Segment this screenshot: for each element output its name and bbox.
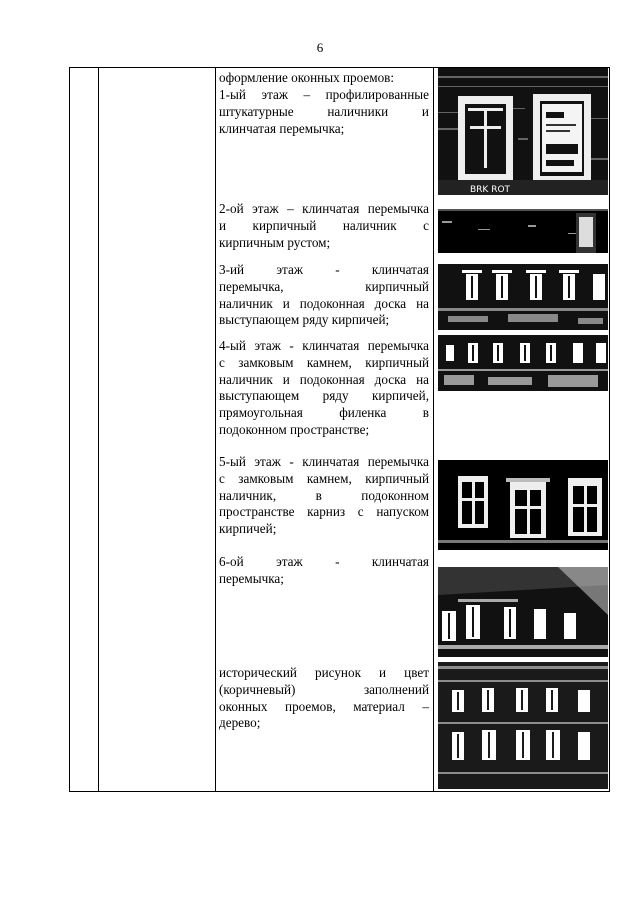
photo-floor6-windows <box>438 555 608 657</box>
text-line: подоконном пространстве; <box>219 421 370 437</box>
photo-facade-filling <box>438 662 608 789</box>
row-text-floor2 <box>219 201 429 251</box>
photo-floor1-windows <box>438 68 608 195</box>
row-text-floor5 <box>219 454 429 538</box>
photo-floor5-windows <box>438 452 608 550</box>
text-line: прямоугольная филенка в <box>219 405 429 421</box>
table-bottom-border <box>69 791 610 792</box>
photo-floor2-windows <box>438 199 608 253</box>
page-number: 6 <box>316 40 324 55</box>
table-col-border-4 <box>433 67 434 792</box>
photo-floor3-windows <box>438 258 608 330</box>
text-line: с замковым камнем, кирпичный <box>219 470 429 486</box>
row-text-floor6 <box>219 554 429 588</box>
text-line: 4-ый этаж - клинчатая перемычка <box>219 338 429 353</box>
text-line: штукатурные наличники и <box>219 103 429 119</box>
text-line: наличник и подоконная доска на <box>219 371 429 387</box>
text-line: выступающем ряду кирпичей, <box>219 388 429 404</box>
table-col-border-1 <box>69 67 70 792</box>
text-line: (коричневый) заполнений <box>219 681 429 697</box>
text-line: наличник и подоконная доска на <box>219 295 429 311</box>
text-line: пространстве карниз с напуском <box>219 504 429 520</box>
photo-floor4-windows <box>438 335 608 391</box>
text-line: оконных проемов, материал – <box>219 698 429 714</box>
text-line: оформление оконных проемов: <box>219 70 395 85</box>
text-line: перемычка, кирпичный <box>219 278 429 294</box>
row-text-filling <box>219 665 429 732</box>
graffiti-text: BRK ROT <box>470 185 511 195</box>
text-line: исторический рисунок и цвет <box>219 665 429 680</box>
text-line: кирпичным рустом; <box>219 234 331 250</box>
text-line: 1-ый этаж – профилированные <box>219 87 429 102</box>
text-line: 2-ой этаж – клинчатая перемычка <box>219 201 429 216</box>
row-text-floor3 <box>219 262 429 329</box>
text-line: 6-ой этаж - клинчатая <box>219 554 429 569</box>
row-text-intro <box>219 70 429 87</box>
text-line: 5-ый этаж - клинчатая перемычка <box>219 454 429 469</box>
text-line: и кирпичный наличник с <box>219 217 429 233</box>
row-text-floor1 <box>219 87 429 137</box>
table-col-border-2 <box>98 67 99 792</box>
text-line: клинчатая перемычка; <box>219 120 345 136</box>
text-line: наличник, в подоконном <box>219 487 429 503</box>
text-line: с замковым камнем, кирпичный <box>219 354 429 370</box>
text-line: дерево; <box>219 715 261 731</box>
text-line: 3-ий этаж - клинчатая <box>219 262 429 277</box>
row-text-floor4 <box>219 338 429 439</box>
text-line: кирпичей; <box>219 521 277 537</box>
text-line: выступающем ряду кирпичей; <box>219 312 390 328</box>
table-col-border-3 <box>215 67 216 792</box>
table-col-border-5 <box>609 67 610 792</box>
text-line: перемычка; <box>219 570 284 586</box>
